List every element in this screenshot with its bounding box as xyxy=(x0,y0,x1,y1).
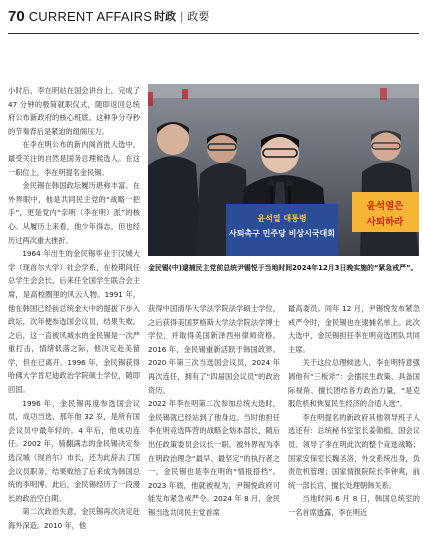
paragraph: 小时后，李在明站在国会讲台上，完成了 47 分钟的极简就职仪式，随即返回总统府公布新政府的核心班底。这种争分夺秒的节奏背后是紧迫的组阁压力。 xyxy=(8,86,140,136)
page-header xyxy=(8,8,209,24)
paragraph: 第二次政治失意，金民锡再次决定赴海外深造。2010 年，他 xyxy=(8,507,140,530)
section-title-cn: 时政 xyxy=(154,10,177,23)
header-separator: | xyxy=(180,9,184,23)
photo-caption: 金民锡(中)逮捕民主党前总统尹锡悦于当地时间2024年12月3日晚实施的“紧急戒严”。 xyxy=(148,264,418,272)
news-photo xyxy=(148,84,419,256)
news-photo-illustration xyxy=(148,84,419,256)
page-number: 70 xyxy=(8,7,25,25)
podium-banner xyxy=(226,204,338,256)
text-column-1 xyxy=(8,84,140,533)
paragraph: 获得中国清华大学法学院法学硕士学位，之后获得美国罗格斯大学法学院法学博士学位，并取得美国新泽西州律师资格。2016 年，金民锡重新活跃于韩国政界。2020 年第三次当选国会议员，2024 年再次连任，拥有了“四届国会议员”的政治资历。 xyxy=(148,304,280,395)
paragraph: 在李在明公布的新内阁首批人选中，最受关注的自然是国务总理候选人。在这一职位上，李在明提名金民锡。 xyxy=(8,140,140,177)
protest-sign xyxy=(352,192,419,232)
paragraph: 最高委员。同年 12 月，尹锡悦发布紧急戒严令时，金民锡也在逮捕名单上。此次大选中，金民锡担任李在明竞选团队共同主席。 xyxy=(288,304,420,354)
subsection-title: 政要 xyxy=(187,10,210,23)
paragraph: 关于这位总理候选人，李在明特意强调他有“三板斧”：会擂民生政策、具备国际视角、擅长团结各方政治力量，“是克服危机和恢复民生经济的合适人选”。 xyxy=(288,358,420,409)
text-column-2 xyxy=(148,302,280,520)
paragraph: 当地时间 6 月 8 日，韩国总统室的一名首席透露，李在明近 xyxy=(288,494,420,517)
paragraph: 2022 年李在明第二次参加总统大选时，金民锡就已经站到了他身边。当时他担任李在明竞选阵营的战略企划本部长，随后出任政策委员会议长一职。被外界视为李在明政治理念“最早、最坚定”的执行者之一，金民锡也是李在明的“情报搭档”。2023 年底，他就被视为，尹锡悦政府可能发布紧急戒严令。2024 年 8 月，金民锡当选共同民主党首席 xyxy=(148,399,280,517)
text-column-3 xyxy=(288,302,420,520)
sign-word-1: 윤석열은 xyxy=(366,201,404,212)
section-title-en: CURRENT AFFAIRS xyxy=(28,8,153,24)
banner-line-1: 윤석열 대통령 xyxy=(257,214,307,223)
paragraph: 金民锡在韩国政坛履历堪称丰富。在外界眼中，他是共同民主党的“战略一把手”，更是党内“亲明（李在明）派”的核心。从履历上来看，他少年得志，但也经历过两次重大挫折。 xyxy=(8,181,140,245)
banner-line-2: 사퇴촉구 민주당 비상시국대회 xyxy=(228,229,336,238)
paragraph: 1996 年，金民锡再度参选国会议员，成功当选，那年他 32 岁，是所有国会议员中最年轻的。4 年后，他成功连任。2002 年，骑翻满志的金民锡决定参选汉城（现首尔）市长，还为此辞去了国会议员职务，结果败给了后来成为韩国总统的李明博。此后，金民锡经历了一段漫长的政治空白期。 xyxy=(8,398,140,503)
paragraph: 1964 年出生的金民锡毕业于汉城大学（现首尔大学）社会学系，在校期间任总学生会会长，后来任全国学生联合会主席，是高校圈里的风云人物。1991 年，他在韩国已经前总统金大中的提拔下步入政坛，次年便参选国会议员，结果失败。之后，这一直被风城水的金民锡是一次严重打击，情绪低落之际，他决定赴美留学，但在已离开。1996 年，金民锡获得哈佛大学肯尼迪政治学院硕士学位，随即回国。 xyxy=(8,249,140,395)
sign-word-2: 사퇴하라 xyxy=(366,217,404,228)
paragraph: 李在明提名的新政府其他领导班子人选还有：总统秘书室室长姜勋植，国会议员、领导了李在明此次的整个竞选战略；国家安保室长魏圣洛，外交系统出身，负责危机管理；国家情报院院长李钟爽，前统一部长官，擅长处理朝韩关系。 xyxy=(288,412,420,490)
header-rule xyxy=(8,33,419,34)
